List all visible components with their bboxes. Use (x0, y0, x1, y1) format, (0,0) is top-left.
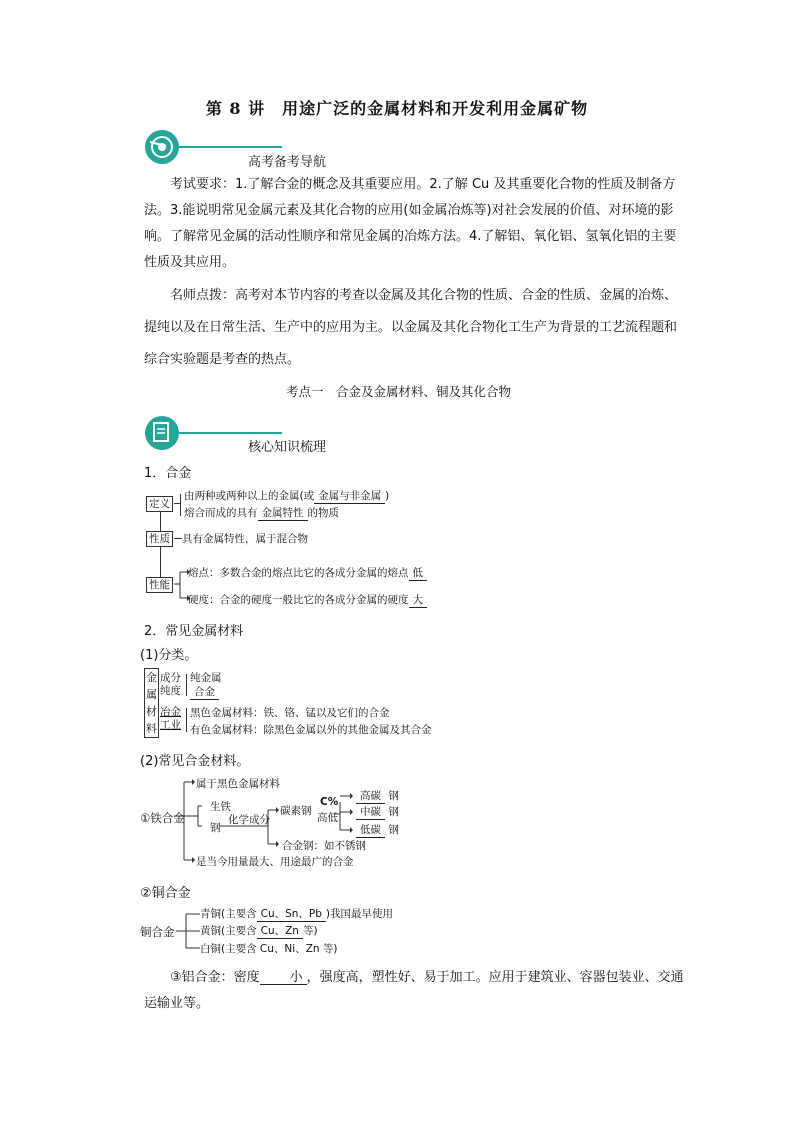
composition-label: 成分纯度 (160, 672, 181, 697)
exam-requirement-block (144, 172, 684, 276)
common-alloys-heading: (2)常见合金材料。 (140, 754, 250, 769)
high-carbon: 高碳 钢 (356, 788, 399, 804)
property-text: 具有金属特性，属于混合物 (182, 533, 308, 545)
carbon-percent: C% (320, 796, 339, 808)
aluminum-alloy-block (144, 965, 684, 1017)
chemical-composition: 化学成分 (228, 814, 270, 826)
property-label: 性质 (146, 531, 173, 547)
teacher-tip-block (144, 280, 684, 376)
carbon-steel: 碳素钢 (280, 805, 312, 817)
steel: 钢 (210, 822, 221, 834)
pig-iron: 生铁 (210, 801, 231, 813)
teacher-tip: 名师点拨：高考对本节内容的考查以金属及其化合物的性质、合金的性质、金属的冶炼、提纯以及在日常生活、生产中的应用为主。以金属及其化合物化工生产为背景的工艺流程题和综合实验题是考查的热点。 (144, 288, 678, 367)
iron-alloy-label: ①铁合金 (140, 811, 185, 825)
knowledge-heading: 核心知识梳理 (248, 440, 327, 455)
aluminum-alloy: ③铝合金：密度 小 ，强度高，塑性好、易于加工。应用于建筑业、容器包装业、交通运输业等。 (144, 970, 684, 1011)
performance-label: 性能 (146, 577, 173, 593)
high-low: 高低 (317, 812, 338, 824)
melting-point-line: 熔点：多数合金的熔点比它的各成分金属的熔点 低 (188, 565, 427, 581)
topic-heading: 考点一 合金及金属材料、铜及其化合物 (286, 384, 512, 399)
low-carbon: 低碳 钢 (356, 822, 399, 838)
bronze: 青铜(主要含 Cu、Sn、Pb )我国最早使用 (200, 908, 394, 920)
smelting-label: 冶金工业 (160, 706, 181, 731)
metal-material-vertical-label: 金 属 材 料 (144, 668, 159, 738)
definition-label: 定义 (146, 496, 173, 512)
section-materials-heading: 2．常见金属材料 (144, 624, 244, 639)
copper-alloy-heading: ②铜合金 (140, 886, 191, 901)
copper-alloy-label: 铜合金 (140, 925, 175, 939)
brass: 黄铜(主要含 Cu、Zn 等) (200, 925, 318, 937)
section-alloy-heading: 1．合金 (144, 466, 192, 481)
pure-metal: 纯金属 (190, 672, 222, 684)
white-copper: 白铜(主要含 Cu、Ni、Zn 等) (200, 943, 338, 955)
alloy-item: 合金 (190, 686, 219, 700)
iron-bottom-text: 是当今用量最大、用途最广的合金 (196, 856, 354, 868)
iron-top-text: 属于黑色金属材料 (196, 778, 280, 790)
hardness-line: 硬度：合金的硬度一般比它的各成分金属的硬度 大 (188, 592, 427, 608)
guide-heading: 高考备考导航 (248, 155, 327, 170)
definition-line1: 由两种或两种以上的金属(或 金属与非金属 ) (184, 490, 390, 502)
exam-requirement: 考试要求：1.了解合金的概念及其重要应用。2.了解 Cu 及其重要化合物的性质及制备方法。3.能说明常见金属元素及其化合物的应用(如金属冶炼等)对社会发展的价值、对环境的影响。了解常见金属的活动性顺序和常见金属的冶炼方法。4.了解铝、氧化铝、氢氧化铝的主要性质及其应用。 (144, 177, 677, 270)
ferrous-materials: 黑色金属材料：铁、铬、锰以及它们的合金 (190, 707, 390, 719)
classification-heading: (1)分类。 (140, 648, 198, 663)
mid-carbon: 中碳 钢 (356, 804, 399, 820)
alloy-steel: 合金钢：如不锈钢 (282, 840, 366, 852)
nonferrous-materials: 有色金属材料：除黑色金属以外的其他金属及其合金 (190, 724, 432, 736)
page-title: 第 8 讲 用途广泛的金属材料和开发利用金属矿物 (205, 99, 589, 118)
definition-line2: 熔合而成的具有 金属特性 的物质 (184, 507, 339, 519)
